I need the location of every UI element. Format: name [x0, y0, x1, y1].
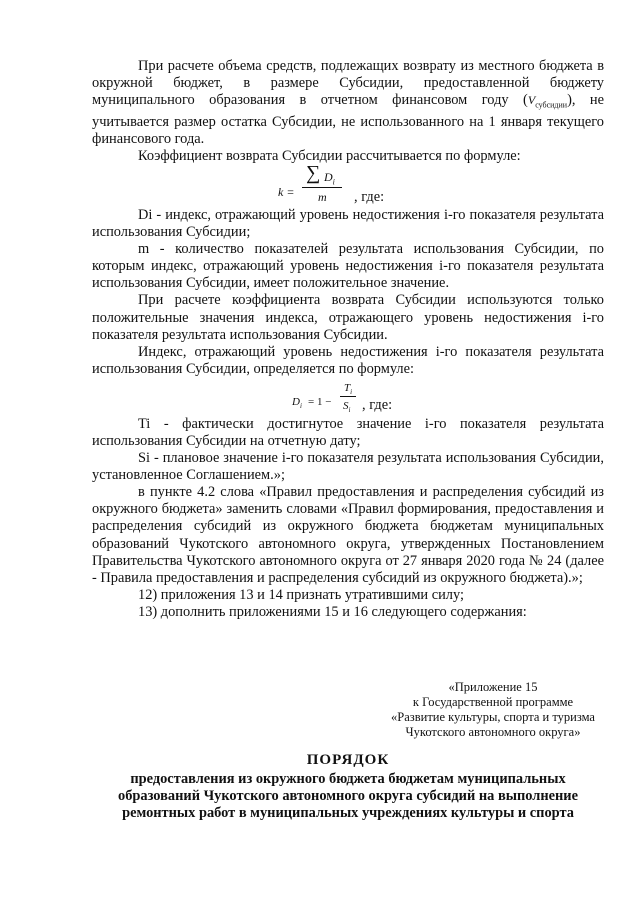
paragraph-di-definition: Di - индекс, отражающий уровень недостижения i-го показателя результата использования Субсидии;: [92, 206, 604, 241]
numerator-subscript: i: [350, 388, 353, 397]
appendix-line: к Государственной программе: [412, 695, 574, 709]
numerator-subscript: i: [332, 177, 335, 187]
formula-minus: = 1 −: [308, 395, 332, 408]
subsidy-variable: [527, 93, 568, 110]
formula-suffix: , где:: [362, 396, 393, 413]
appendix-line: «Приложение 15: [448, 680, 538, 694]
formula-suffix: , где:: [354, 188, 385, 205]
fraction-line: [302, 187, 342, 188]
appendix-line: Чукотского автономного округа»: [405, 725, 581, 739]
paragraph-si-definition: Si - плановое значение i-го показателя результата использования Субсидии, установленное Соглашением.»;: [92, 450, 604, 484]
formula-denominator: [343, 398, 350, 419]
denominator-symbol: S: [343, 399, 349, 412]
fraction-line: [340, 396, 356, 397]
formula-index-d: [92, 380, 604, 416]
lhs-symbol: D: [292, 395, 300, 408]
order-subtitle-line: ремонтных работ в муниципальных учреждениях культуры и спорта: [122, 805, 574, 822]
paragraph-text: ), не учитывается размер остатка Субсидии, не использованного на 1 января текущего финансового года.: [92, 92, 604, 147]
paragraph-clause-4-2: в пункте 4.2 слова «Правил предоставления и распределения субсидий из окружного бюджета» заменить словами «Правил формирования, предоставления и распределения субсидий из окружного бюджета бюджетам муниципальных образований Чукотского автономного округа, утвержденных Постановлением Правительства Чукотского автономного округа от 27 января 2020 года № 24 (далее - Правила предоставления и распределения субсидий из окружного бюджета).»;: [92, 484, 604, 586]
formula-lhs: [292, 394, 302, 415]
appendix-line: «Развитие культуры, спорта и туризма: [391, 710, 595, 724]
paragraph-coefficient-intro: Коэффициент возврата Субсидии рассчитывается по формуле:: [138, 147, 521, 164]
order-subtitle-line: образований Чукотского автономного округа субсидий на выполнение: [118, 788, 578, 805]
paragraph-item-12: 12) приложения 13 и 14 признать утратившими силу;: [138, 586, 464, 603]
order-title-block: [92, 752, 604, 823]
order-title: ПОРЯДОК: [306, 752, 390, 768]
paragraph-return-volume: [92, 58, 604, 148]
denominator-subscript: i: [348, 406, 351, 415]
numerator-symbol: T: [344, 381, 351, 394]
formula-lhs: k =: [278, 184, 295, 199]
paragraph-item-13: 13) дополнить приложениями 15 и 16 следующего содержания:: [138, 603, 527, 620]
document-body: [92, 58, 604, 621]
numerator-symbol: D: [324, 169, 333, 184]
paragraph-index-intro: Индекс, отражающий уровень недостижения i-го показателя результата использования Субсидии, определяется по формуле:: [92, 343, 604, 377]
paragraph-text: При расчете объема средств, подлежащих возврату из местного бюджета в окружной бюджет, в размере Субсидии, предоставленной бюджету муниципального образования в отчетном финансовом году (: [92, 58, 604, 109]
paragraph-m-definition: m - количество показателей результата использования Субсидии, по которым индекс, отражающий уровень недостижения i-го показателя результата использования Субсидии, имеет положительное значение.: [92, 241, 604, 292]
lhs-subscript: i: [299, 402, 302, 411]
paragraph-ti-definition: Ti - фактически достигнутое значение i-го показателя результата использования Субсидии на отчетную дату;: [92, 415, 604, 449]
formula-coefficient-k: [92, 161, 604, 207]
formula-denominator: m: [318, 189, 327, 204]
variable-subscript: субсидии: [535, 100, 568, 110]
variable-symbol: V: [527, 93, 536, 108]
paragraph-positive-values: При расчете коэффициента возврата Субсидии используются только положительные значения индекса, отражающего уровень недостижения i-го показателя результата использования Субсидии.: [92, 292, 604, 343]
sum-symbol: ∑: [306, 161, 321, 184]
order-subtitle-line: предоставления из окружного бюджета бюджетам муниципальных: [130, 771, 566, 787]
appendix-header: [380, 680, 606, 740]
